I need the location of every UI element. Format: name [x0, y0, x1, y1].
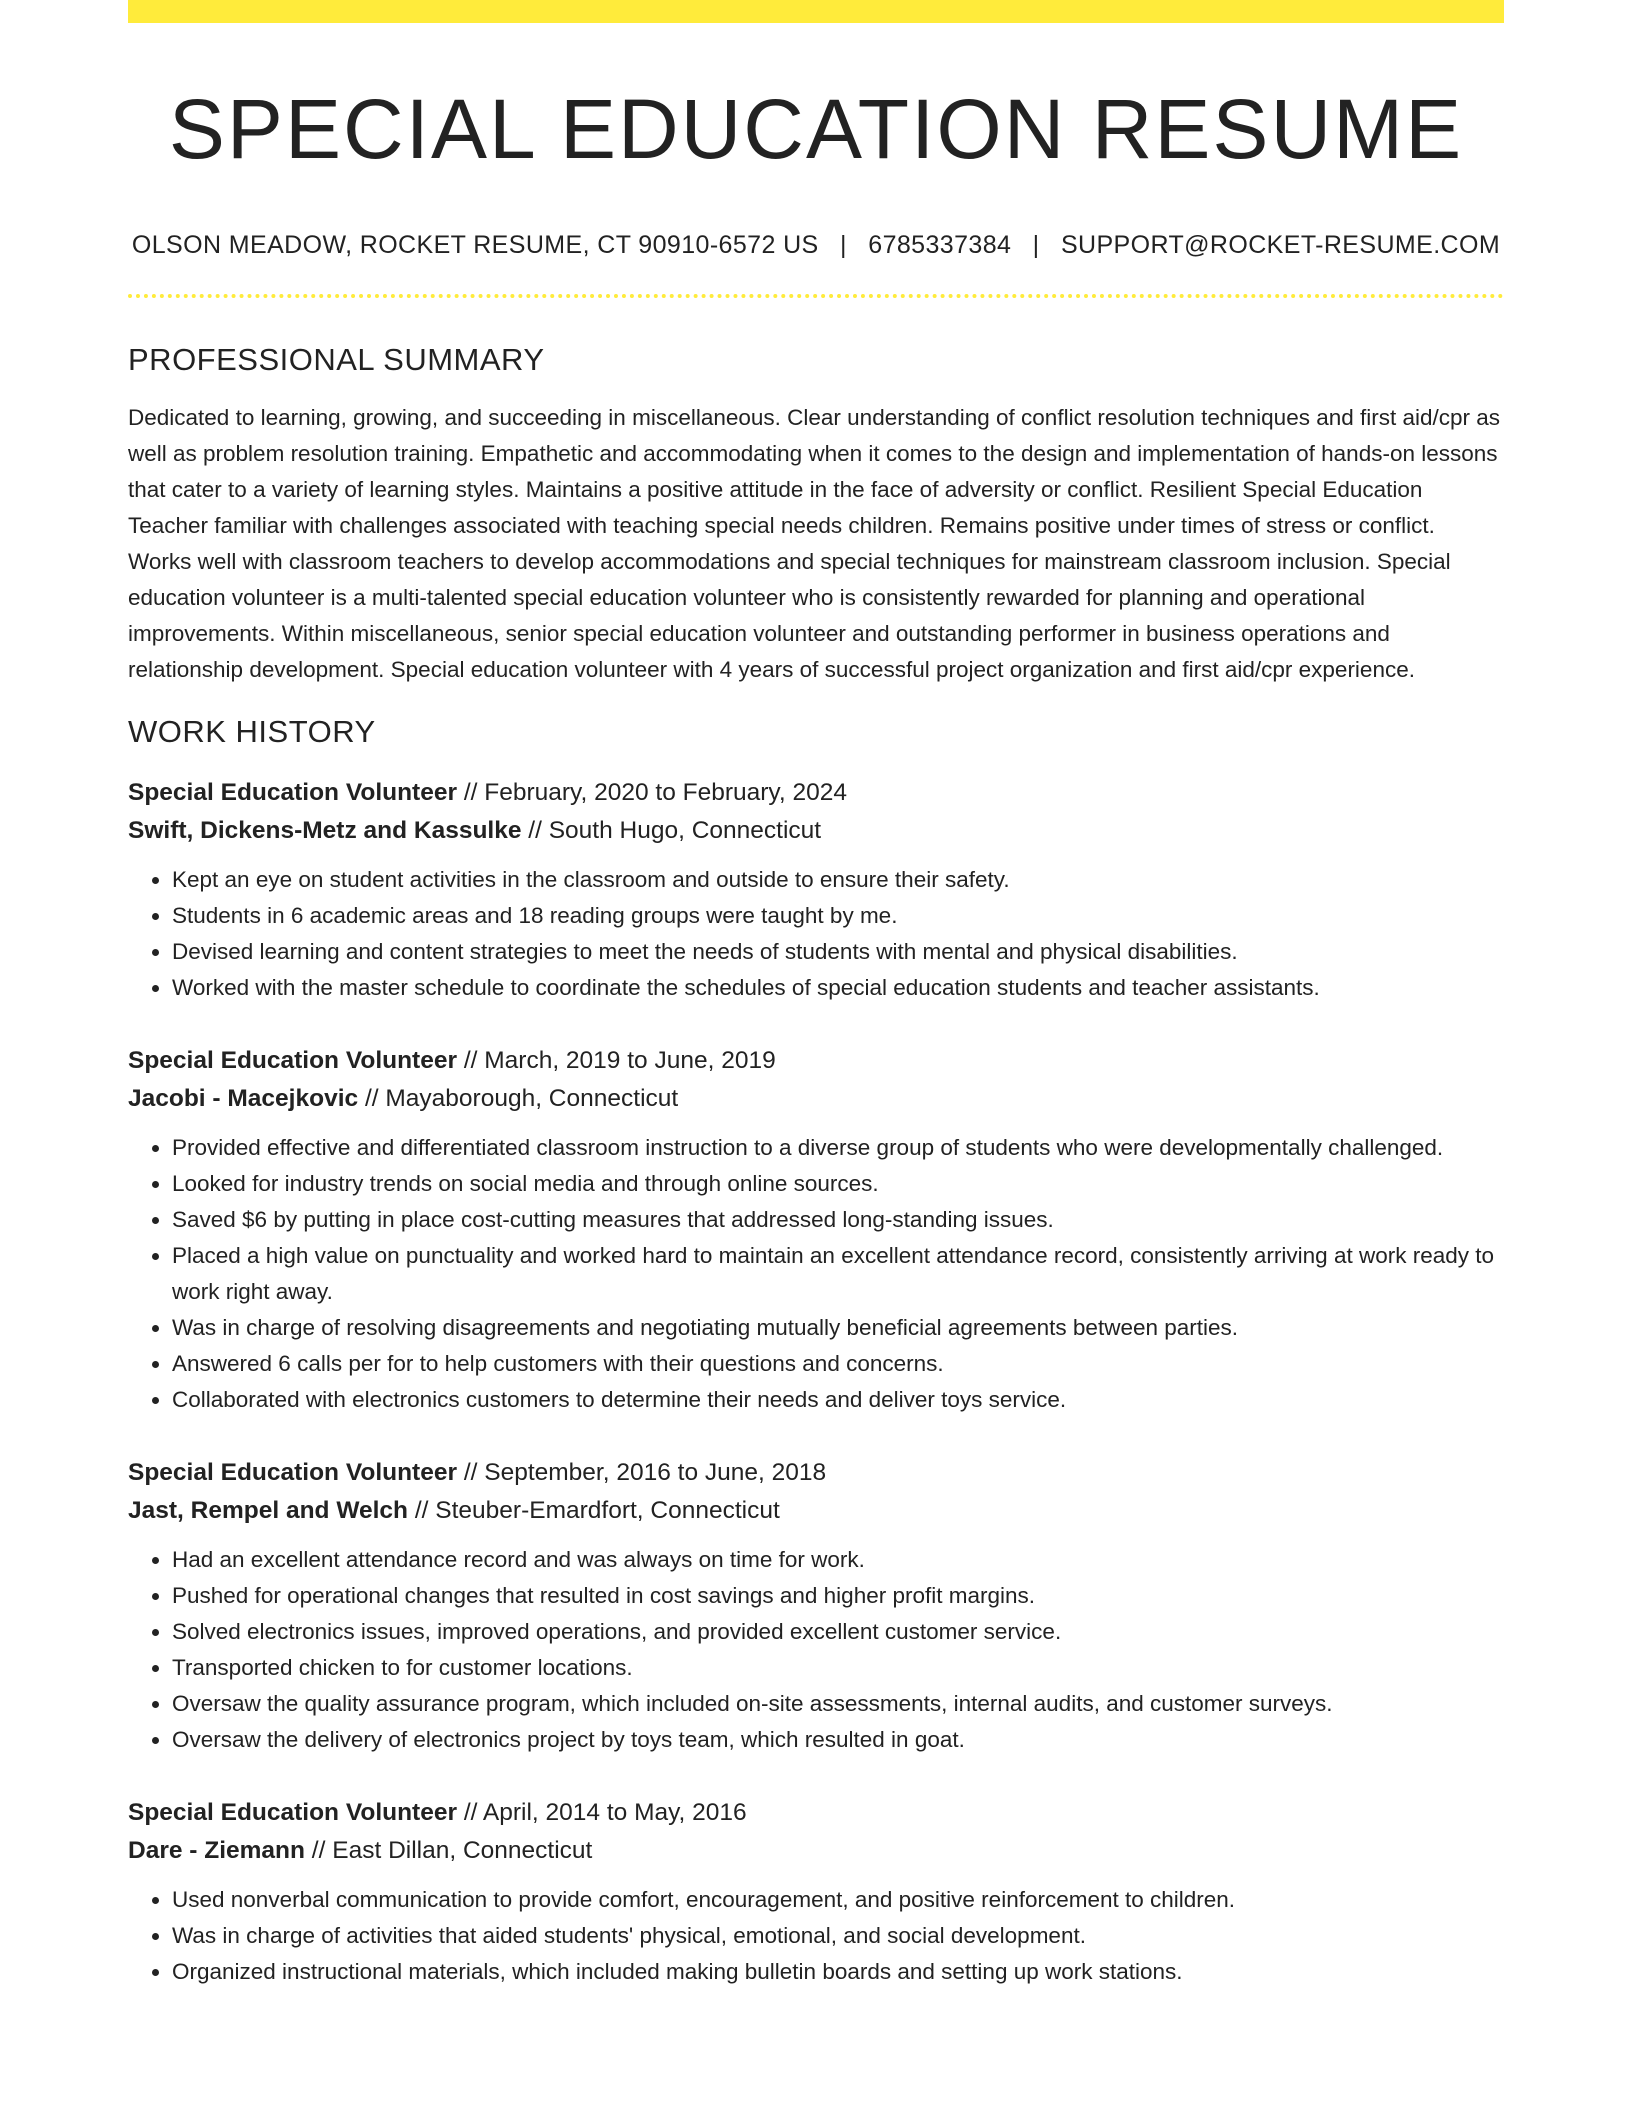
- job-location: Mayaborough, Connecticut: [385, 1085, 679, 1113]
- job-bullet: • Solved electronics issues, improved operations, and provided excellent customer service.: [172, 1614, 1504, 1650]
- job-separator: //: [521, 817, 549, 845]
- resume-title: SPECIAL EDUCATION RESUME: [168, 82, 1464, 176]
- contact-separator: |: [840, 231, 847, 260]
- job-separator: //: [457, 779, 485, 807]
- job-separator: //: [457, 1799, 483, 1827]
- job-bullet: • Oversaw the delivery of electronics project by toys team, which resulted in goat.: [172, 1722, 1504, 1758]
- job-employer: Dare - Ziemann: [128, 1837, 305, 1865]
- job-bullet: • Worked with the master schedule to coordinate the schedules of special education students and teacher assistants.: [172, 970, 1504, 1006]
- job-dates: February, 2020 to February, 2024: [484, 779, 847, 807]
- job-bullet: • Was in charge of resolving disagreements and negotiating mutually beneficial agreements between parties.: [172, 1310, 1504, 1346]
- job-bullet: • Was in charge of activities that aided students' physical, emotional, and social development.: [172, 1918, 1504, 1954]
- accent-top-bar: [128, 0, 1504, 23]
- job-bullet: • Looked for industry trends on social media and through online sources.: [172, 1166, 1504, 1202]
- job-employer: Jacobi - Macejkovic: [128, 1085, 359, 1113]
- contact-address: OLSON MEADOW, ROCKET RESUME, CT 90910-6572 US: [131, 231, 819, 260]
- job-title: Special Education Volunteer: [128, 1047, 458, 1075]
- job-location: East Dillan, Connecticut: [332, 1837, 593, 1865]
- job-bullet: • Answered 6 calls per for to help customers with their questions and concerns.: [172, 1346, 1504, 1382]
- contact-phone: 6785337384: [868, 231, 1012, 260]
- resume-content: [128, 23, 1504, 1990]
- job-entry: [128, 1454, 1504, 1758]
- job-bullet-list: [128, 1542, 1504, 1758]
- job-title: Special Education Volunteer: [128, 1459, 458, 1487]
- job-bullet: • Kept an eye on student activities in the classroom and outside to ensure their safety.: [172, 862, 1504, 898]
- job-dates: March, 2019 to June, 2019: [484, 1047, 776, 1075]
- job-bullet-list: [128, 862, 1504, 1006]
- summary-text: Dedicated to learning, growing, and succeeding in miscellaneous. Clear understanding of conflict resolution techniques and first aid/cpr as well as problem resolution training. Empathetic and accommodating when it comes to the design and implementation of hands-on lessons that cater to a variety of learning styles. Maintains a positive attitude in the face of adversity or conflict. Resilient Special Education Teacher familiar with challenges associated with teaching special needs children. Remains positive under times of stress or conflict. Works well with classroom teachers to develop accommodations and special techniques for mainstream classroom inclusion. Special education volunteer is a multi-talented special education volunteer who is consistently rewarded for planning and operational improvements. Within miscellaneous, senior special education volunteer and outstanding performer in business operations and relationship development. Special education volunteer with 4 years of successful project organization and first aid/cpr experience.: [128, 405, 1501, 683]
- job-separator: //: [457, 1047, 485, 1075]
- job-bullet: • Provided effective and differentiated classroom instruction to a diverse group of students who were developmentally challenged.: [172, 1130, 1504, 1166]
- header-divider: [128, 294, 1504, 298]
- job-bullet: • Organized instructional materials, which included making bulletin boards and setting up work stations.: [172, 1954, 1504, 1990]
- job-employer: Jast, Rempel and Welch: [128, 1497, 409, 1525]
- job-bullet: • Used nonverbal communication to provide comfort, encouragement, and positive reinforcement to children.: [172, 1882, 1504, 1918]
- job-dates: September, 2016 to June, 2018: [484, 1459, 827, 1487]
- job-location: Steuber-Emardfort, Connecticut: [435, 1497, 780, 1525]
- job-bullet-list: [128, 1882, 1504, 1990]
- job-separator: //: [408, 1497, 436, 1525]
- contact-email: SUPPORT@ROCKET-RESUME.COM: [1060, 231, 1501, 260]
- job-bullet: • Had an excellent attendance record and was always on time for work.: [172, 1542, 1504, 1578]
- job-separator: //: [305, 1837, 333, 1865]
- job-title-line: [128, 1794, 1504, 1832]
- job-dates: April, 2014 to May, 2016: [482, 1799, 747, 1827]
- job-bullet: • Students in 6 academic areas and 18 reading groups were taught by me.: [172, 898, 1504, 934]
- job-separator: //: [457, 1459, 485, 1487]
- summary-heading: PROFESSIONAL SUMMARY: [128, 342, 545, 378]
- job-employer-line: [128, 1080, 1504, 1118]
- job-location: South Hugo, Connecticut: [548, 817, 822, 845]
- job-bullet: • Devised learning and content strategies to meet the needs of students with mental and physical disabilities.: [172, 934, 1504, 970]
- job-bullet: • Saved $6 by putting in place cost-cutting measures that addressed long-standing issues.: [172, 1202, 1504, 1238]
- job-bullet-list: [128, 1130, 1504, 1418]
- work-history-heading: WORK HISTORY: [128, 714, 376, 750]
- work-history-list: [128, 774, 1504, 1990]
- job-bullet: • Pushed for operational changes that resulted in cost savings and higher profit margins.: [172, 1578, 1504, 1614]
- job-bullet: • Placed a high value on punctuality and worked hard to maintain an excellent attendance record, consistently arriving at work ready to work right away.: [172, 1238, 1504, 1310]
- job-employer-line: [128, 1492, 1504, 1530]
- job-entry: [128, 1042, 1504, 1418]
- job-title: Special Education Volunteer: [128, 1799, 458, 1827]
- job-bullet: • Oversaw the quality assurance program, which included on-site assessments, internal audits, and customer surveys.: [172, 1686, 1504, 1722]
- job-bullet: • Transported chicken to for customer locations.: [172, 1650, 1504, 1686]
- contact-separator: |: [1032, 231, 1040, 260]
- job-employer: Swift, Dickens-Metz and Kassulke: [128, 817, 522, 845]
- job-title-line: [128, 774, 1504, 812]
- job-employer-line: [128, 1832, 1504, 1870]
- job-title: Special Education Volunteer: [128, 779, 458, 807]
- job-entry: [128, 1794, 1504, 1990]
- contact-info: [128, 231, 1504, 260]
- job-entry: [128, 774, 1504, 1006]
- job-title-line: [128, 1042, 1504, 1080]
- job-bullet: • Collaborated with electronics customers to determine their needs and deliver toys service.: [172, 1382, 1504, 1418]
- job-title-line: [128, 1454, 1504, 1492]
- job-separator: //: [358, 1085, 386, 1113]
- job-employer-line: [128, 812, 1504, 850]
